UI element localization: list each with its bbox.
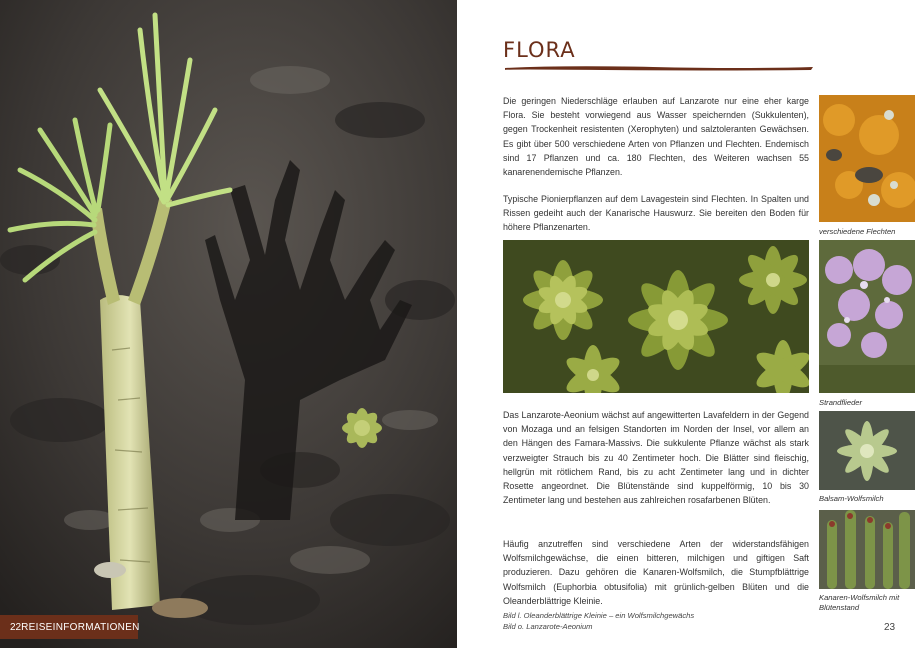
kanaren-wolfsmilch-photo: [819, 510, 915, 589]
caption-balsam-wolfsmilch: Balsam-Wolfsmilch: [819, 494, 884, 503]
caption-flechten: verschiedene Flechten: [819, 227, 896, 236]
right-page: [457, 0, 915, 648]
page-title: FLORA: [503, 38, 576, 62]
paragraph-3: Das Lanzarote-Aeonium wächst auf angewitterten Lavafeldern in der Gegend von Mozaga und an felsigen Standorten im Norden der Insel, vor allem an den Hängen des Famara-Massivs. Die sukkulente Pflanze wächst als stark verzweigter Strauch bis zu 40 Zentimeter hoch. Die Blätter sind fleischig, hellgrün mit rötlichem Rand, bis zu acht Zentimeter lang und in dichter Rosette angeordnet. Die Blütenstände sind kuppelförmig, 10 bis 30 Zentimeter lang und bestehen aus zahlreichen rosafarbenen Blüten.: [503, 410, 809, 506]
kleinie-photo: [0, 0, 457, 648]
photo-note-left: Bild l. Oleanderblättrige Kleinie – ein Wolfsmilchgewächs: [503, 611, 695, 620]
page-number-left: 22: [10, 621, 22, 633]
rosette-2: [628, 270, 728, 370]
strandflieder-photo: [819, 240, 915, 393]
caption-kanaren-wolfsmilch: Kanaren-Wolfsmilch mit Blütenstand: [819, 593, 900, 612]
rosette-1: [523, 260, 603, 340]
section-name: REISEINFORMATIONEN: [21, 621, 140, 633]
paragraph-2: Typische Pionierpflanzen auf dem Lavagestein sind Flechten. In Spalten und Rissen gedeiht auch der Kanarische Hauswurz. Sie bereiten den Boden für höhere Pflanzenarten.: [503, 194, 809, 233]
lichen-photo: [819, 95, 915, 222]
aeonium-rosette: [342, 408, 382, 448]
rosette-3: [739, 246, 807, 314]
left-page-photo: [0, 0, 457, 648]
paragraph-4: Häufig anzutreffen sind verschiedene Arten der widerstandsfähigen Wolfsmilchgewächse, die einen bitteren, milchigen und giftigen Saft produzieren. Dazu gehören die Kanaren-Wolfsmilch, die Stumpfblättrige Wolfsmilch (Euphorbia obtusifolia) mit grünlich-gelben Blüten und die Oleanderblättrige Kleinie.: [503, 539, 809, 606]
paragraph-1: Die geringen Niederschläge erlauben auf Lanzarote nur eine eher karge Flora. Sie besteht vorwiegend aus Wasser speichernden (Sukkulenten), gegen Trockenheit resistenten (Xerophyten) und salztoleranten Gewächsen. Es gibt über 500 verschiedene Arten von Pflanzen und Flechten. Endemisch sind 17 Pflanzen und ca. 180 Flechten, des Weiteren wachsen 55 kanarenendemische Pflanzen.: [503, 96, 809, 178]
brush-stroke-divider: [503, 64, 815, 72]
photo-note-top: Bild o. Lanzarote-Aeonium: [503, 622, 593, 631]
page-number-right: 23: [884, 622, 896, 633]
aeonium-photo: [503, 240, 809, 393]
balsam-wolfsmilch-photo: [819, 411, 915, 490]
section-footer-tag: [0, 615, 138, 639]
caption-strandflieder: Strandflieder: [819, 398, 863, 407]
